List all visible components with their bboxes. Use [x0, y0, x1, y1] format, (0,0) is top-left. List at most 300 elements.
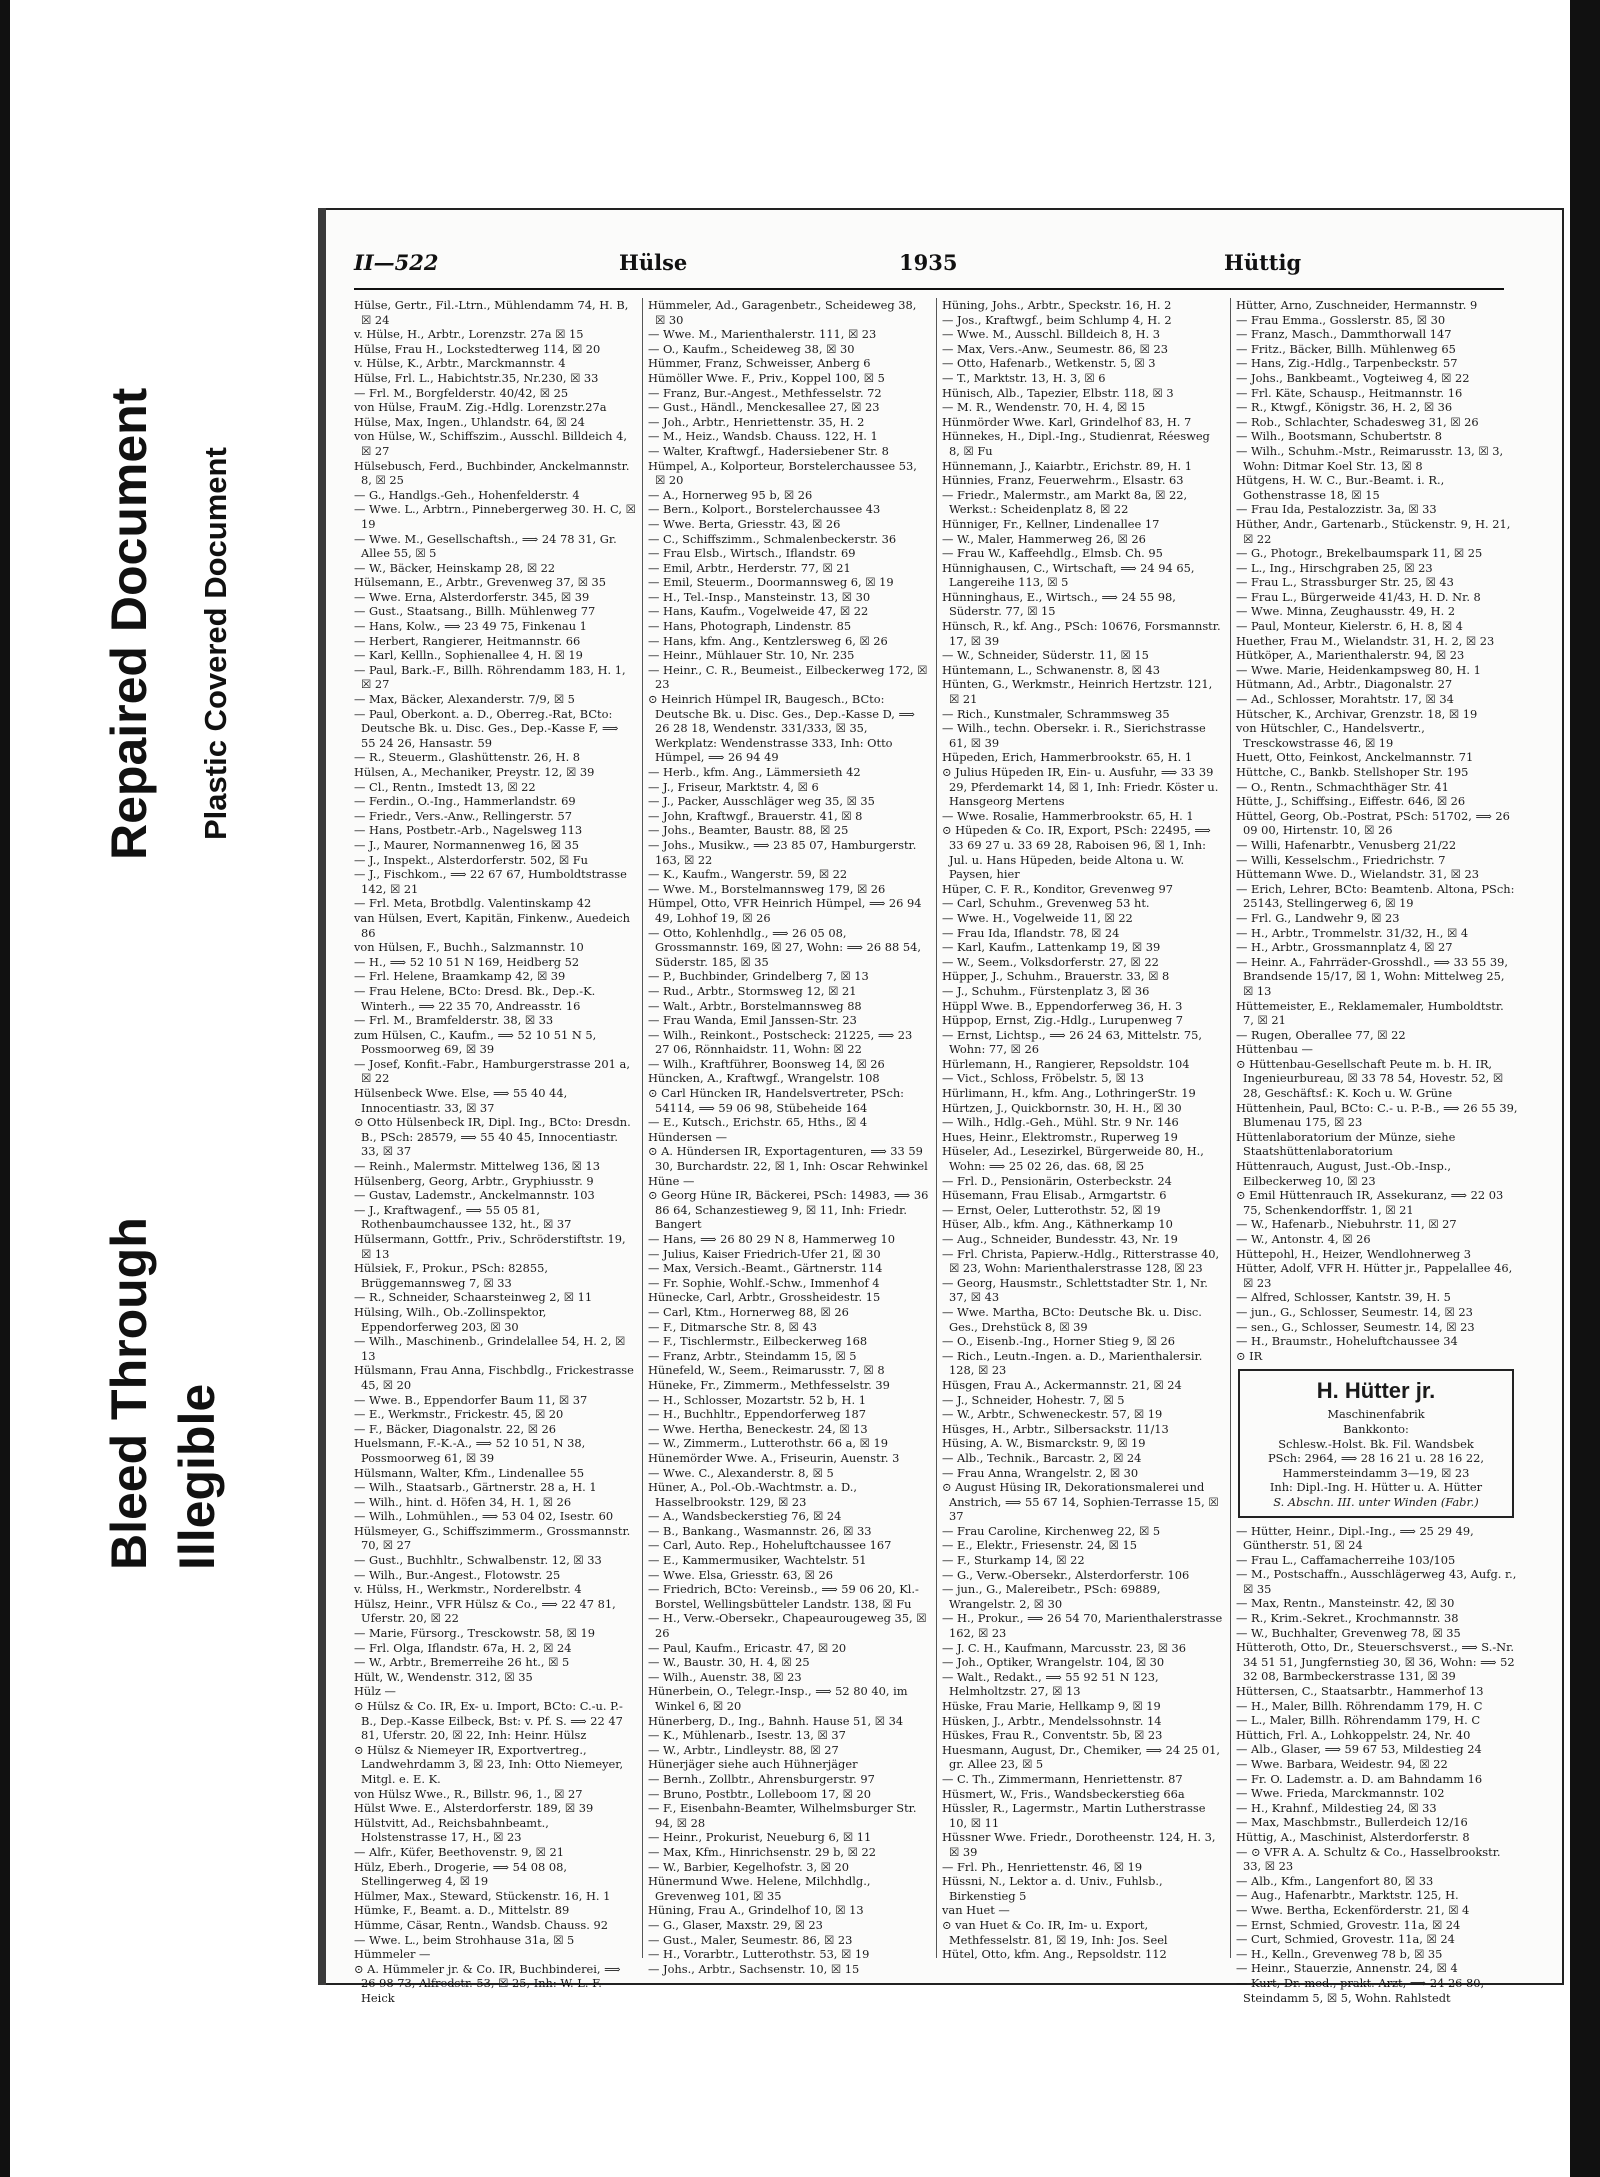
directory-entry: von Hülsen, F., Buchh., Salzmannstr. 10	[354, 940, 584, 955]
directory-entry: Hüne —	[648, 1173, 695, 1188]
directory-entry: — C. Th., Zimmermann, Henriettenstr. 87	[942, 1771, 1183, 1786]
directory-entry: — W., Schneider, Süderstr. 11, ☒ 15	[942, 648, 1149, 663]
directory-entry: — Wilh., Auenstr. 38, ☒ 23	[648, 1669, 802, 1684]
directory-entry: — Bernh., Zollbtr., Ahrensburgerstr. 97	[648, 1771, 875, 1786]
directory-entry: Huether, Frau M., Wielandstr. 31, H. 2, ☒ 23	[1236, 633, 1495, 648]
label-bleed-through: Bleed Through	[101, 1217, 157, 1570]
directory-entry: — Paul, Monteur, Kielerstr. 6, H. 8, ☒ 4	[1236, 619, 1463, 634]
directory-entry: Hümmer, Franz, Schweisser, Anberg 6	[648, 356, 871, 371]
directory-entry: — Franz, Masch., Dammthorwall 147	[1236, 327, 1452, 342]
directory-entry: — Wilh., Reinkont., Postscheck: 21225, ⟹ 23 27 06, Rönnhaidstr. 11, Wohn: ☒ 22	[648, 1027, 913, 1057]
directory-entry: — Frau Ida, Pestalozzistr. 3a, ☒ 33	[1236, 502, 1437, 517]
directory-entry: — John, Kraftwgf., Brauerstr. 41, ☒ 8	[648, 808, 863, 823]
directory-entry: — J., Inspekt., Alsterdorferstr. 502, ☒ Fu	[354, 852, 588, 867]
directory-entry: Hüsemann, Frau Elisab., Armgartstr. 6	[942, 1188, 1167, 1203]
directory-entry: Hülsmeyer, G., Schiffszimmerm., Grossmannstr. 70, ☒ 27	[354, 1523, 631, 1553]
directory-entry: — Wwe. M., Marienthalerstr. 111, ☒ 23	[648, 327, 877, 342]
directory-entry: — H., Tel.-Insp., Mansteinstr. 13, ☒ 30	[648, 589, 871, 604]
directory-page	[318, 208, 1564, 2005]
directory-entry: — Frl. Helene, Braamkamp 42, ☒ 39	[354, 969, 566, 984]
directory-entry: — Frl. Meta, Brotbdlg. Valentinskamp 42	[354, 896, 592, 911]
directory-entry: — W., Seem., Volksdorferstr. 27, ☒ 22	[942, 954, 1159, 969]
directory-entry: — O., Eisenb.-Ing., Horner Stieg 9, ☒ 26	[942, 1334, 1176, 1349]
directory-entry: Hünnemann, J., Kaiarbtr., Erichstr. 89, H. 1	[942, 458, 1192, 473]
directory-entry: Hüttenbau —	[1236, 1042, 1313, 1057]
advertisement-box	[1238, 1369, 1514, 1517]
directory-entry: Hülsiek, F., Prokur., PSch: 82855, Brüggemannsweg 7, ☒ 33	[354, 1261, 549, 1290]
directory-entry: — Fr. O. Lademstr. a. D. am Bahndamm 16	[1236, 1771, 1483, 1786]
directory-entry: Hürlemann, H., Rangierer, Repsoldstr. 104	[942, 1056, 1190, 1071]
directory-entry: — Josef, Konfit.-Fabr., Hamburgerstrasse 201 a, ☒ 22	[354, 1056, 630, 1086]
directory-entry: — Wwe. Martha, BCto: Deutsche Bk. u. Disc. Ges., Drehstück 8, ☒ 39	[942, 1304, 1202, 1334]
directory-entry: — Wwe. H., Vogelweide 11, ☒ 22	[942, 910, 1133, 925]
directory-entry: ⊙ IR	[1236, 1348, 1263, 1363]
directory-entry: — W., Arbtr., Schweneckestr. 57, ☒ 19	[942, 1407, 1163, 1422]
directory-entry: — Emil, Steuerm., Doormannsweg 6, ☒ 19	[648, 575, 894, 590]
directory-entry: Huelsmann, F.-K.-A., ⟹ 52 10 51, N 38, Possmoorweg 61, ☒ 39	[354, 1436, 586, 1465]
directory-entry: — Wwe. B., Eppendorfer Baum 11, ☒ 37	[354, 1392, 588, 1407]
directory-entry: — Frau L., Caffamacherreihe 103/105	[1236, 1552, 1456, 1567]
directory-entry: — J., Maurer, Normannenweg 16, ☒ 35	[354, 837, 580, 852]
directory-entry: — Wilh., Bootsmann, Schubertstr. 8	[1236, 429, 1443, 444]
directory-entry: von Hülse, W., Schiffszim., Ausschl. Billdeich 4, ☒ 27	[354, 429, 628, 458]
directory-entry: — Frl. Ph., Henriettenstr. 46, ☒ 19	[942, 1859, 1143, 1874]
directory-entry: — Erich, Lehrer, BCto: Beamtenb. Altona, PSch: 25143, Stellingerweg 6, ☒ 19	[1236, 881, 1515, 911]
directory-entry: — Wwe. Marie, Heidenkampsweg 80, H. 1	[1236, 662, 1481, 677]
header-rule	[354, 288, 1504, 290]
directory-entry: — Frl. Käte, Schausp., Heitmannstr. 16	[1236, 385, 1463, 400]
directory-entry: — G., Glaser, Maxstr. 29, ☒ 23	[648, 1917, 823, 1932]
directory-entry: — Joh., Optiker, Wrangelstr. 104, ☒ 30	[942, 1655, 1165, 1670]
directory-entry: Hülz, Eberh., Drogerie, ⟹ 54 08 08, Stellingerweg 4, ☒ 19	[354, 1859, 567, 1889]
directory-entry: — Alfr., Küfer, Beethovenstr. 9, ☒ 21	[354, 1844, 564, 1859]
directory-entry: Hüssner Wwe. Friedr., Dorotheenstr. 124, H. 3, ☒ 39	[942, 1830, 1216, 1859]
directory-entry: ⊙ Julius Hüpeden IR, Ein- u. Ausfuhr, ⟹ 33 39 29, Pferdemarkt 14, ☒ 1, Inh: Friedr. Köster u. Hansgeorg Mertens	[942, 765, 1219, 809]
directory-entry: Hüttig, A., Maschinist, Alsterdorferstr. 8	[1236, 1829, 1470, 1844]
directory-entry: Hüttemann Wwe. D., Wielandstr. 31, ☒ 23	[1236, 867, 1479, 882]
directory-entry: ⊙ Carl Hüncken IR, Handelsvertreter, PSch: 54114, ⟹ 59 06 98, Stübeheide 164	[648, 1086, 905, 1115]
directory-entry: Hütte, J., Schiffsing., Eiffestr. 646, ☒ 26	[1236, 794, 1466, 809]
directory-entry: Hünermund Wwe. Helene, Milchhdlg., Grevenweg 101, ☒ 35	[648, 1874, 871, 1903]
ad-line: S. Abschn. III. unter Winden (Fabr.)	[1273, 1494, 1479, 1509]
directory-entry: — Frl. D., Pensionärin, Osterbeckstr. 24	[942, 1173, 1172, 1188]
directory-entry: Hümpel, Otto, VFR Heinrich Hümpel, ⟹ 26 94 49, Lohhof 19, ☒ 26	[648, 896, 922, 925]
directory-entry: von Hülsz Wwe., R., Billstr. 96, 1., ☒ 27	[354, 1786, 583, 1801]
directory-entry: — Rich., Kunstmaler, Schrammsweg 35	[942, 706, 1170, 721]
directory-entry: Hüper, C. F. R., Konditor, Grevenweg 97	[942, 881, 1173, 896]
directory-entry: Hülsenbeck Wwe. Else, ⟹ 55 40 44, Innocentiastr. 33, ☒ 37	[354, 1086, 568, 1115]
directory-entry: Hülz —	[354, 1684, 396, 1699]
directory-entry: Hünerberg, D., Ing., Bahnh. Hause 51, ☒ 34	[648, 1713, 904, 1728]
directory-entry: ⊙ A. Hündersen IR, Exportagenturen, ⟹ 33 59 30, Burchardstr. 22, ☒ 1, Inh: Oscar Rehwinkel	[648, 1144, 928, 1174]
directory-entry: ⊙ Hülsz & Co. IR, Ex- u. Import, BCto: C.-u. P.-B., Dep.-Kasse Eilbeck, Bst: v. Pf. S. ⟹ 22 47 81, Uferstr. 20, ☒ 22, Inh: Heinr. Hülsz	[354, 1699, 623, 1743]
directory-entry: Hülsen, A., Mechaniker, Preystr. 12, ☒ 39	[354, 765, 595, 779]
page-gutter-shadow	[318, 208, 326, 1985]
directory-entry: Hütscher, K., Archivar, Grenzstr. 18, ☒ 19	[1236, 706, 1478, 721]
directory-entry: — Aug., Schneider, Bundesstr. 43, Nr. 19	[942, 1232, 1178, 1246]
directory-entry: — W., Antonstr. 4, ☒ 26	[1236, 1232, 1371, 1246]
directory-entry: — Hans, kfm. Ang., Kentzlersweg 6, ☒ 26	[648, 633, 888, 648]
directory-entry: — Rich., Leutn.-Ingen. a. D., Marienthalersir. 128, ☒ 23	[942, 1348, 1203, 1378]
directory-entry: — Ernst, Oeler, Lutterothstr. 52, ☒ 19	[942, 1202, 1161, 1217]
directory-entry: Hünnighausen, C., Wirtschaft, ⟹ 24 94 65, Langereihe 113, ☒ 5	[942, 560, 1195, 590]
directory-entry: Hürtzen, J., Quickbornstr. 30, H. H., ☒ 30	[942, 1100, 1182, 1115]
head-year: 1935	[899, 250, 958, 275]
directory-entry: — Wilh., Maschinenb., Grindelallee 54, H. 2, ☒ 13	[354, 1334, 626, 1363]
directory-entry: — Otto, Hafenarb., Wetkenstr. 5, ☒ 3	[942, 356, 1156, 371]
directory-entry: — Hans, Kolw., ⟹ 23 49 75, Finkenau 1	[354, 619, 587, 634]
directory-entry: — Wwe. Hertha, Beneckestr. 24, ☒ 13	[648, 1421, 868, 1436]
directory-entry: v. Hülss, H., Werkmstr., Norderelbstr. 4	[354, 1582, 582, 1597]
directory-entry: — J. C. H., Kaufmann, Marcusstr. 23, ☒ 36	[942, 1640, 1187, 1655]
directory-entry: — Alb., Technik., Barcastr. 2, ☒ 24	[942, 1450, 1142, 1465]
directory-entry: — B., Bankang., Wasmannstr. 26, ☒ 33	[648, 1523, 872, 1538]
directory-entry: Hüpeden, Erich, Hammerbrookstr. 65, H. 1	[942, 750, 1193, 765]
directory-entry: — Johs., Musikw., ⟹ 23 85 07, Hamburgerstr. 163, ☒ 22	[648, 837, 917, 867]
directory-entry: Hüttenlaboratorium der Münze, siehe Staatshüttenlaboratorium	[1236, 1129, 1456, 1159]
directory-entry: — Heinr. A., Fahrräder-Grosshdl., ⟹ 33 55 39, Brandsende 15/17, ☒ 1, Wohn: Mittelweg 25, ☒ 13	[1236, 954, 1508, 998]
directory-entry: — W., Zimmerm., Lutterothstr. 66 a, ☒ 19	[648, 1436, 888, 1451]
directory-entry: — Johs., Beamter, Baustr. 88, ☒ 25	[648, 823, 849, 838]
directory-entry: ⊙ van Huet & Co. IR, Im- u. Export, Methfesselstr. 81, ☒ 19, Inh: Jos. Seel	[942, 1917, 1168, 1947]
directory-entry: — R., Schneider, Schaarsteinweg 2, ☒ 11	[354, 1290, 593, 1305]
directory-entry: Hüske, Frau Marie, Hellkamp 9, ☒ 19	[942, 1699, 1161, 1713]
directory-entry: — Carl, Ktm., Hornerweg 88, ☒ 26	[648, 1304, 849, 1319]
directory-entry: — Fr. Sophie, Wohlf.-Schw., Immenhof 4	[648, 1275, 880, 1290]
directory-entry: — H., Buchhltr., Eppendorferweg 187	[648, 1407, 866, 1422]
directory-entry: Hüner, A., Pol.-Ob.-Wachtmstr. a. D., Hasselbrookstr. 129, ☒ 23	[648, 1480, 857, 1509]
directory-entry: — Wwe. Elsa, Griesstr. 63, ☒ 26	[648, 1567, 833, 1582]
directory-entry: — Franz, Arbtr., Steindamm 15, ☒ 5	[648, 1348, 857, 1363]
directory-entry: — J., Fischkom., ⟹ 22 67 67, Humboldtstrasse 142, ☒ 21	[354, 867, 627, 896]
directory-entry: — W., Arbtr., Bremerreihe 26 ht., ☒ 5	[354, 1655, 570, 1670]
directory-entry: — Otto, Kohlenhdlg., ⟹ 26 05 08, Grossmannstr. 169, ☒ 27, Wohn: ⟹ 26 88 54, Süderstr. 185, ☒ 35	[648, 925, 921, 969]
directory-entry: — Wilh., Kraftführer, Boonsweg 14, ☒ 26	[648, 1056, 885, 1071]
directory-entry: Hüskes, Frau R., Conventstr. 5b, ☒ 23	[942, 1728, 1163, 1743]
directory-entry: ⊙ Hüttenbau-Gesellschaft Peute m. b. H. IR, Ingenieurbureau, ☒ 33 78 54, Hovestr. 52, ☒ 28, Geschäftsf.: K. Koch u. W. Grüne	[1236, 1056, 1504, 1101]
directory-entry: Hünmörder Wwe. Karl, Grindelhof 83, H. 7	[942, 414, 1192, 429]
directory-entry: — Wwe. Bertha, Eckenförderstr. 21, ☒ 4	[1236, 1902, 1470, 1917]
directory-entry: Hülse, Frl. L., Habichtstr.35, Nr.230, ☒ 33	[354, 370, 599, 385]
directory-entry: Hütter, Adolf, VFR H. Hütter jr., Pappelallee 46, ☒ 23	[1236, 1261, 1513, 1290]
directory-entry: ⊙ Hüpeden & Co. IR, Export, PSch: 22495, ⟹ 33 69 27 u. 33 69 28, Raboisen 96, ☒ 1, Inh: Jul. u. Hans Hüpeden, beide Altona u. W. Paysen, hier	[942, 823, 1211, 882]
directory-entry: — Emil, Arbtr., Herderstr. 77, ☒ 21	[648, 560, 851, 575]
directory-entry: — Max, Vers.-Anw., Seumestr. 86, ☒ 23	[942, 341, 1168, 356]
directory-entry: — Frau L., Strassburger Str. 25, ☒ 43	[1236, 575, 1454, 590]
directory-entry: — R., Krim.-Sekret., Krochmannstr. 38	[1236, 1611, 1459, 1626]
directory-entry: — Frl. M., Borgfelderstr. 40/42, ☒ 25	[354, 385, 569, 400]
directory-entry: Hülse, Gertr., Fil.-Ltrn., Mühlendamm 74, H. B, ☒ 24	[354, 298, 629, 327]
directory-entry: — Wwe. M., Gesellschaftsh., ⟹ 24 78 31, Gr. Allee 55, ☒ 5	[354, 531, 617, 561]
directory-entry: — G., Handlgs.-Geh., Hohenfelderstr. 4	[354, 487, 580, 502]
directory-entry: — H., Braumstr., Hoheluftchaussee 34	[1236, 1334, 1458, 1349]
directory-entry: v. Hülse, H., Arbtr., Lorenzstr. 27a ☒ 15	[354, 327, 584, 342]
directory-entry: — Jos., Kraftwgf., beim Schlump 4, H. 2	[942, 312, 1172, 327]
directory-entry: Hüttenrauch, August, Just.-Ob.-Insp., Eilbeckerweg 10, ☒ 23	[1236, 1159, 1451, 1188]
directory-entry: — Julius, Kaiser Friedrich-Ufer 21, ☒ 30	[648, 1246, 881, 1261]
directory-entry: — Walt., Arbtr., Borstelmannsweg 88	[648, 998, 862, 1013]
directory-entry: Hünerbein, O., Telegr.-Insp., ⟹ 52 80 40, im Winkel 6, ☒ 20	[648, 1684, 908, 1713]
directory-entry: von Hütschler, C., Handelsvertr., Tresckowstrasse 46, ☒ 19	[1236, 721, 1425, 750]
directory-entry: — Johs., Arbtr., Sachsenstr. 10, ☒ 15	[648, 1961, 860, 1976]
directory-entry: ⊙ Otto Hülsenbeck IR, Dipl. Ing., BCto: Dresdn. B., PSch: 28579, ⟹ 55 40 45, Innocentiastr. 33, ☒ 37	[354, 1115, 631, 1159]
directory-entry: — F., Sturkamp 14, ☒ 22	[942, 1553, 1085, 1568]
directory-entry: — Gust., Maler, Seumestr. 86, ☒ 23	[648, 1932, 853, 1947]
directory-entry: Hülsebusch, Ferd., Buchbinder, Anckelmannstr. 8, ☒ 25	[354, 458, 630, 488]
directory-entry: — M. R., Wendenstr. 70, H. 4, ☒ 15	[942, 400, 1146, 415]
directory-entry: — Bruno, Postbtr., Lolleboom 17, ☒ 20	[648, 1786, 871, 1801]
directory-entry: Hülsmann, Frau Anna, Fischbdlg., Frickestrasse 45, ☒ 20	[354, 1363, 634, 1392]
directory-entry: — Max, Rentn., Mansteinstr. 42, ☒ 30	[1236, 1596, 1455, 1611]
directory-entry: — Walter, Kraftwgf., Hadersiebener Str. 8	[648, 443, 889, 458]
directory-entry: — E., Elektr., Friesenstr. 24, ☒ 15	[942, 1538, 1137, 1553]
directory-entry: — H., Schlosser, Mozartstr. 52 b, H. 1	[648, 1392, 866, 1407]
directory-entry: — Wwe. Minna, Zeughausstr. 49, H. 2	[1236, 604, 1456, 619]
directory-entry: Hüttersen, C., Staatsarbtr., Hammerhof 13	[1236, 1684, 1484, 1699]
directory-entry: — L., Ing., Hirschgraben 25, ☒ 23	[1236, 560, 1433, 575]
directory-entry: Hünecke, Carl, Arbtr., Grossheidestr. 15	[648, 1290, 881, 1305]
directory-entry: — Carl, Schuhm., Grevenweg 53 ht.	[942, 896, 1150, 911]
directory-entry: — ⊙ VFR A. A. Schultz & Co., Hasselbrookstr. 33, ☒ 23	[1236, 1844, 1501, 1874]
directory-entry: Hüntemann, L., Schwanenstr. 8, ☒ 43	[942, 662, 1161, 677]
directory-entry: Hülsz, Heinr., VFR Hülsz & Co., ⟹ 22 47 81, Uferstr. 20, ☒ 22	[354, 1596, 616, 1626]
directory-entry: — J., Friseur, Marktstr. 4, ☒ 6	[648, 779, 819, 794]
directory-entry: zum Hülsen, C., Kaufm., ⟹ 52 10 51 N 5, Possmoorweg 69, ☒ 39	[354, 1027, 597, 1057]
directory-entry: Hüttepohl, H., Heizer, Wendlohnerweg 3	[1236, 1246, 1471, 1261]
directory-entry: — A., Hornerweg 95 b, ☒ 26	[648, 487, 813, 502]
directory-entry: Hüttel, Georg, Ob.-Postrat, PSch: 51702, ⟹ 26 09 00, Hirtenstr. 10, ☒ 26	[1236, 808, 1510, 838]
directory-entry: — Wwe. C., Alexanderstr. 8, ☒ 5	[648, 1465, 834, 1480]
directory-entry: Hülse, Max, Ingen., Uhlandstr. 64, ☒ 24	[354, 414, 585, 429]
directory-entry: — Frl. Olga, Iflandstr. 67a, H. 2, ☒ 24	[354, 1640, 572, 1655]
directory-entry: Hüsing, A. W., Bismarckstr. 9, ☒ 19	[942, 1436, 1146, 1451]
directory-entry: — Max, Bäcker, Alexanderstr. 7/9, ☒ 5	[354, 692, 575, 707]
directory-entry: — Frl. Christa, Papierw.-Hdlg., Ritterstrasse 40, ☒ 23, Wohn: Marienthalerstrasse 128, ☒ 23	[942, 1246, 1220, 1276]
directory-entry: Hülsemann, E., Arbtr., Grevenweg 37, ☒ 35	[354, 575, 607, 590]
directory-entry: — Johs., Bankbeamt., Vogteiweg 4, ☒ 22	[1236, 370, 1470, 385]
directory-entry: — Wwe. L., Arbtrn., Pinnebergerweg 30. H. C, ☒ 19	[354, 502, 636, 531]
directory-entry: — Wwe. Frieda, Marckmannstr. 102	[1236, 1786, 1445, 1801]
directory-entry: — E., Kammermusiker, Wachtelstr. 51	[648, 1553, 867, 1568]
directory-entry: — Walt., Redakt., ⟹ 55 92 51 N 123, Helmholtzstr. 27, ☒ 13	[942, 1669, 1159, 1699]
directory-entry: — W., Barbier, Kegelhofstr. 3, ☒ 20	[648, 1859, 850, 1874]
head-word-right: Hüttig	[1224, 250, 1302, 275]
directory-entry: Huett, Otto, Feinkost, Anckelmannstr. 71	[1236, 750, 1474, 765]
directory-entry: — Gust., Staatsang., Billh. Mühlenweg 77	[354, 604, 596, 619]
page-number: II—522	[354, 250, 439, 275]
directory-entry: Hümöller Wwe. F., Priv., Koppel 100, ☒ 5	[648, 370, 885, 385]
directory-entry: — Wilh., Schuhm.-Mstr., Reimarusstr. 13, ☒ 3, Wohn: Ditmar Koel Str. 13, ☒ 8	[1236, 443, 1504, 473]
directory-entry: — jun., G., Malereibetr., PSch: 69889, Wrangelstr. 2, ☒ 30	[942, 1582, 1161, 1611]
directory-entry: Hünemörder Wwe. A., Friseurin, Auenstr. 3	[648, 1450, 900, 1465]
directory-entry: — Ad., Schlosser, Morahtstr. 17, ☒ 34	[1236, 692, 1454, 707]
directory-entry: Hülmer, Max., Steward, Stückenstr. 16, H. 1	[354, 1888, 611, 1903]
directory-entry: — R., Steuerm., Glashüttenstr. 26, H. 8	[354, 750, 581, 765]
ad-line: Hammersteindamm 3—19, ☒ 23	[1282, 1465, 1470, 1480]
directory-entry: — Heinr., Prokurist, Neueburg 6, ☒ 11	[648, 1830, 872, 1845]
archive-annotations	[100, 240, 310, 1580]
directory-entry: — Friedrich, BCto: Vereinsb., ⟹ 59 06 20, Kl.-Borstel, Wellingsbütteler Landstr. 138, ☒ Fu	[648, 1582, 919, 1611]
directory-entry: — Max, Maschbmstr., Bullerdeich 12/16	[1236, 1815, 1468, 1830]
directory-entry: — F., Eisenbahn-Beamter, Wilhelmsburger Str. 94, ☒ 28	[648, 1801, 917, 1830]
directory-entry: ⊙ Hülsz & Niemeyer IR, Exportvertreg., Landwehrdamm 3, ☒ 23, Inh: Otto Niemeyer, Mitgl. e. E. K.	[354, 1742, 624, 1786]
directory-entry: — Kurt, Dr. med., prakt. Arzt, ⟹ 24 26 80, Steindamm 5, ☒ 5, Wohn. Rahlstedt	[1236, 1975, 1485, 2005]
directory-entry: Hüther, Andr., Gartenarb., Stückenstr. 9, H. 21, ☒ 22	[1236, 516, 1511, 546]
directory-entry: Hündersen —	[648, 1129, 728, 1144]
directory-entry: — H., Verw.-Obersekr., Chapeaurougeweg 35, ☒ 26	[648, 1611, 927, 1641]
directory-entry: — Heinr., C. R., Beumeist., Eilbeckerweg 172, ☒ 23	[648, 662, 928, 692]
directory-entry: Hünisch, Alb., Tapezier, Elbstr. 118, ☒ 3	[942, 385, 1174, 400]
directory-entry: — W., Maler, Hammerweg 26, ☒ 26	[942, 531, 1146, 546]
directory-entry: van Hülsen, Evert, Kapitän, Finkenw., Auedeich 86	[354, 910, 631, 940]
directory-entry: — Marie, Fürsorg., Tresckowstr. 58, ☒ 19	[354, 1626, 595, 1641]
directory-entry: Hülse, Frau H., Lockstedterweg 114, ☒ 20	[354, 341, 601, 356]
directory-entry: Hümmeler —	[354, 1947, 431, 1962]
directory-entry: Hünnekes, H., Dipl.-Ing., Studienrat, Réesweg 8, ☒ Fu	[942, 429, 1210, 458]
directory-entry: Hülsing, Wilh., Ob.-Zollinspektor, Eppendorferweg 203, ☒ 30	[354, 1304, 547, 1334]
directory-entry: — Wilh., Hdlg.-Geh., Mühl. Str. 9 Nr. 146	[942, 1115, 1179, 1130]
directory-entry: — Alb., Kfm., Langenfort 80, ☒ 33	[1236, 1873, 1434, 1888]
directory-entry: — Frau Helene, BCto: Dresd. Bk., Dep.-K. Winterh., ⟹ 22 35 70, Andreasstr. 16	[354, 983, 596, 1013]
column-divider	[642, 298, 643, 1958]
directory-entry: Hüppop, Ernst, Zig.-Hdlg., Lurupenweg 7	[942, 1013, 1184, 1028]
directory-entry: Hütel, Otto, kfm. Ang., Repsoldstr. 112	[942, 1947, 1167, 1962]
directory-entry: — Wilh., Bur.-Angest., Flotowstr. 25	[354, 1567, 561, 1582]
directory-entry: — Wilh., techn. Obersekr. i. R., Sierichstrasse 61, ☒ 39	[942, 721, 1206, 750]
directory-entry: — K., Kaufm., Wangerstr. 59, ☒ 22	[648, 867, 848, 882]
directory-entry: — Hütter, Heinr., Dipl.-Ing., ⟹ 25 29 49, Güntherstr. 51, ☒ 24	[1236, 1523, 1474, 1553]
directory-entry: — H., ⟹ 52 10 51 N 169, Heidberg 52	[354, 954, 580, 969]
ad-line: PSch: 2964, ⟹ 28 16 21 u. 28 16 22,	[1267, 1451, 1485, 1466]
directory-entry: Hütmann, Ad., Arbtr., Diagonalstr. 27	[1236, 677, 1453, 692]
directory-entry: Hüttche, C., Bankb. Stellshoper Str. 195	[1236, 765, 1469, 779]
directory-entry: — Paul, Oberkont. a. D., Oberreg.-Rat, BCto: Deutsche Bk. u. Disc. Ges., Dep.-Kasse F, ⟹ 55 24 26, Hansastr. 59	[354, 706, 619, 750]
directory-entry: — Wwe. Barbara, Weidestr. 94, ☒ 22	[1236, 1757, 1448, 1771]
directory-entry: — Frau W., Kaffeehdlg., Elmsb. Ch. 95	[942, 546, 1163, 561]
column-4	[1236, 298, 1518, 2005]
directory-entry: — J., Packer, Ausschläger weg 35, ☒ 35	[648, 794, 875, 809]
directory-entry: — Frau Anna, Wrangelstr. 2, ☒ 30	[942, 1465, 1139, 1480]
directory-entry: — Paul, Bark.-F., Billh. Röhrendamm 183, H. 1, ☒ 27	[354, 662, 626, 692]
directory-entry: — Frau Elsb., Wirtsch., Iflandstr. 69	[648, 546, 856, 561]
column-1	[354, 298, 636, 2005]
directory-entry: — Gust., Buchhltr., Schwalbenstr. 12, ☒ 33	[354, 1553, 602, 1568]
ad-line: Inh: Dipl.-Ing. H. Hütter u. A. Hütter	[1269, 1480, 1483, 1495]
column-2	[648, 298, 930, 1976]
directory-entry: Hünefeld, W., Seem., Reimarusstr. 7, ☒ 8	[648, 1363, 885, 1378]
directory-entry: Hünsch, R., kf. Ang., PSch: 10676, Forsmannstr. 17, ☒ 39	[942, 619, 1221, 648]
directory-entry: Hünninghaus, E., Wirtsch., ⟹ 24 55 98, Süderstr. 77, ☒ 15	[942, 589, 1176, 619]
directory-entry: Hüssler, R., Lagermstr., Martin Lutherstrasse 10, ☒ 11	[942, 1801, 1206, 1830]
directory-entry: Hümmeler, Ad., Garagenbetr., Scheideweg 38, ☒ 30	[648, 298, 917, 327]
directory-entry: — Herbert, Rangierer, Heitmannstr. 66	[354, 633, 581, 648]
directory-entry: von Hülse, FrauM. Zig.-Hdlg. Lorenzstr.27a	[354, 400, 607, 415]
directory-entry: Hünerjäger siehe auch Hühnerjäger	[648, 1757, 858, 1772]
label-repaired-document: Repaired Document	[101, 387, 157, 860]
directory-entry: Hümpel, A., Kolporteur, Borstelerchaussee 53, ☒ 20	[648, 458, 917, 488]
directory-entry: Hünnies, Franz, Feuerwehrm., Elsastr. 63	[942, 473, 1184, 488]
directory-entry: — Heinr., Stauerzie, Annenstr. 24, ☒ 4	[1236, 1961, 1458, 1976]
directory-entry: — Frau Wanda, Emil Janssen-Str. 23	[648, 1013, 857, 1028]
directory-entry: — H., Vorarbtr., Lutterothstr. 53, ☒ 19	[648, 1947, 870, 1962]
directory-entry: — Gustav, Lademstr., Anckelmannstr. 103	[354, 1188, 595, 1203]
directory-entry: — Heinr., Mühlauer Str. 10, Nr. 235	[648, 648, 855, 663]
directory-entry: — Joh., Arbtr., Henriettenstr. 35, H. 2	[648, 414, 865, 429]
directory-entry: — Rob., Schlachter, Schadesweg 31, ☒ 26	[1236, 414, 1479, 429]
directory-entry: — T., Marktstr. 13, H. 3, ☒ 6	[942, 370, 1106, 385]
directory-entry: — Gust., Händl., Menckesallee 27, ☒ 23	[648, 400, 880, 415]
directory-entry: — H., Kelln., Grevenweg 78 b, ☒ 35	[1236, 1946, 1443, 1961]
directory-entry: — Wilh., Lohmühlen., ⟹ 53 04 02, Isestr. 60	[354, 1509, 614, 1524]
directory-entry: — Willi, Hafenarbtr., Venusberg 21/22	[1236, 837, 1457, 852]
directory-entry: — G., Photogr., Brekelbaumspark 11, ☒ 25	[1236, 546, 1483, 561]
directory-entry: Hümme, Cäsar, Rentn., Wandsb. Chauss. 92	[354, 1917, 608, 1932]
directory-entry: — Cl., Rentn., Imstedt 13, ☒ 22	[354, 779, 536, 794]
directory-entry: — Fritz., Bäcker, Billh. Mühlenweg 65	[1236, 341, 1456, 356]
directory-entry: v. Hülse, K., Arbtr., Marckmannstr. 4	[354, 356, 566, 371]
directory-entry: — Frau Ida, Iflandstr. 78, ☒ 24	[942, 925, 1120, 940]
directory-entry: ⊙ Emil Hüttenrauch IR, Assekuranz, ⟹ 22 03 75, Schenkendorffstr. 1, ☒ 21	[1236, 1188, 1504, 1217]
directory-entry: — E., Kutsch., Erichstr. 65, Hths., ☒ 4	[648, 1115, 868, 1130]
head-word-left: Hülse	[619, 250, 688, 275]
directory-entry: Hüneke, Fr., Zimmerm., Methfesselstr. 39	[648, 1377, 890, 1392]
directory-entry: — F., Bäcker, Diagonalstr. 22, ☒ 26	[354, 1421, 557, 1436]
directory-entry: — Carl, Auto. Rep., Hoheluftchaussee 167	[648, 1538, 892, 1553]
directory-entry: — Karl, Kellln., Sophienallee 4, H. ☒ 19	[354, 648, 583, 663]
directory-entry: ⊙ August Hüsing IR, Dekorationsmalerei und Anstrich, ⟹ 55 67 14, Sophien-Terrasse 15, ☒ 37	[942, 1480, 1219, 1524]
directory-entry: ⊙ Heinrich Hümpel IR, Baugesch., BCto: Deutsche Bk. u. Disc. Ges., Dep.-Kasse D, ⟹ 26 28 18, Wendenstr. 331/333, ☒ 35, Werkplatz: Wendenstrasse 333, Inh: Otto Hümpel, ⟹ 26 94 49	[648, 692, 915, 765]
directory-entry: — J., Schneider, Hohestr. 7, ☒ 5	[942, 1392, 1125, 1407]
column-divider	[936, 298, 937, 1958]
directory-entry: — E., Werkmstr., Frickestr. 45, ☒ 20	[354, 1407, 564, 1422]
directory-entry: — J., Schuhm., Fürstenplatz 3, ☒ 36	[942, 983, 1150, 998]
column-3	[942, 298, 1224, 1962]
directory-entry: — sen., G., Schlosser, Seumestr. 14, ☒ 23	[1236, 1319, 1475, 1334]
directory-entry: Hülsermann, Gottfr., Priv., Schröderstiftstr. 19, ☒ 13	[354, 1232, 626, 1261]
directory-entry: Hünniger, Fr., Kellner, Lindenallee 17	[942, 516, 1160, 531]
directory-entry: — R., Ktwgf., Königstr. 36, H. 2, ☒ 36	[1236, 400, 1453, 415]
directory-entry: — Rud., Arbtr., Stormsweg 12, ☒ 21	[648, 983, 857, 998]
directory-entry: Hüsmert, W., Fris., Wandsbeckerstieg 66a	[942, 1786, 1185, 1801]
directory-entry: — Frau Emma., Gosslerstr. 85, ☒ 30	[1236, 312, 1446, 327]
left-dark-edge	[0, 0, 10, 2177]
directory-entry: Hüning, Frau A., Grindelhof 10, ☒ 13	[648, 1903, 864, 1918]
directory-entry: Hülsenberg, Georg, Arbtr., Gryphiusstr. 9	[354, 1173, 594, 1188]
directory-entry: Hütköper, A., Marienthalerstr. 94, ☒ 23	[1236, 648, 1465, 663]
directory-entry: — Hans, Kaufm., Vogelweide 47, ☒ 22	[648, 604, 869, 619]
directory-entry: Hürlimann, H., kfm. Ang., LothringerStr. 19	[942, 1086, 1196, 1101]
directory-entry: — Wwe. Rosalie, Hammerbrookstr. 65, H. 1	[942, 808, 1194, 823]
running-head	[354, 250, 1504, 290]
directory-entry: — Alfred, Schlosser, Kantstr. 39, H. 5	[1236, 1290, 1451, 1305]
directory-entry: — Wwe. M., Borstelmannsweg 179, ☒ 26	[648, 881, 886, 896]
directory-entry: — G., Verw.-Obersekr., Alsterdorferstr. 106	[942, 1567, 1190, 1582]
column-divider	[1230, 298, 1231, 1958]
directory-entry: — Hans, ⟹ 26 80 29 N 8, Hammerweg 10	[648, 1232, 895, 1246]
directory-entry: — Frl. G., Landwehr 9, ☒ 23	[1236, 910, 1400, 925]
directory-entry: — Karl, Kaufm., Lattenkamp 19, ☒ 39	[942, 940, 1161, 955]
directory-entry: — Frau L., Bürgerweide 41/43, H. D. Nr. 8	[1236, 589, 1481, 604]
directory-entry: — H., Arbtr., Trommelstr. 31/32, H., ☒ 4	[1236, 925, 1469, 940]
directory-entry: Hüseler, Ad., Lesezirkel, Bürgerweide 80, H., Wohn: ⟹ 25 02 26, das. 68, ☒ 25	[942, 1144, 1204, 1174]
directory-entry: — F., Ditmarsche Str. 8, ☒ 43	[648, 1319, 817, 1334]
directory-entry: — Vict., Schloss, Fröbelstr. 5, ☒ 13	[942, 1071, 1145, 1086]
directory-entry: — P., Buchbinder, Grindelberg 7, ☒ 13	[648, 969, 869, 984]
directory-entry: — Hans, Photograph, Lindenstr. 85	[648, 619, 852, 634]
directory-entry: — L., Maler, Billh. Röhrendamm 179, H. C	[1236, 1713, 1481, 1728]
ad-line: Maschinenfabrik	[1327, 1407, 1425, 1422]
directory-entry: — F., Tischlermstr., Eilbeckerweg 168	[648, 1334, 868, 1349]
